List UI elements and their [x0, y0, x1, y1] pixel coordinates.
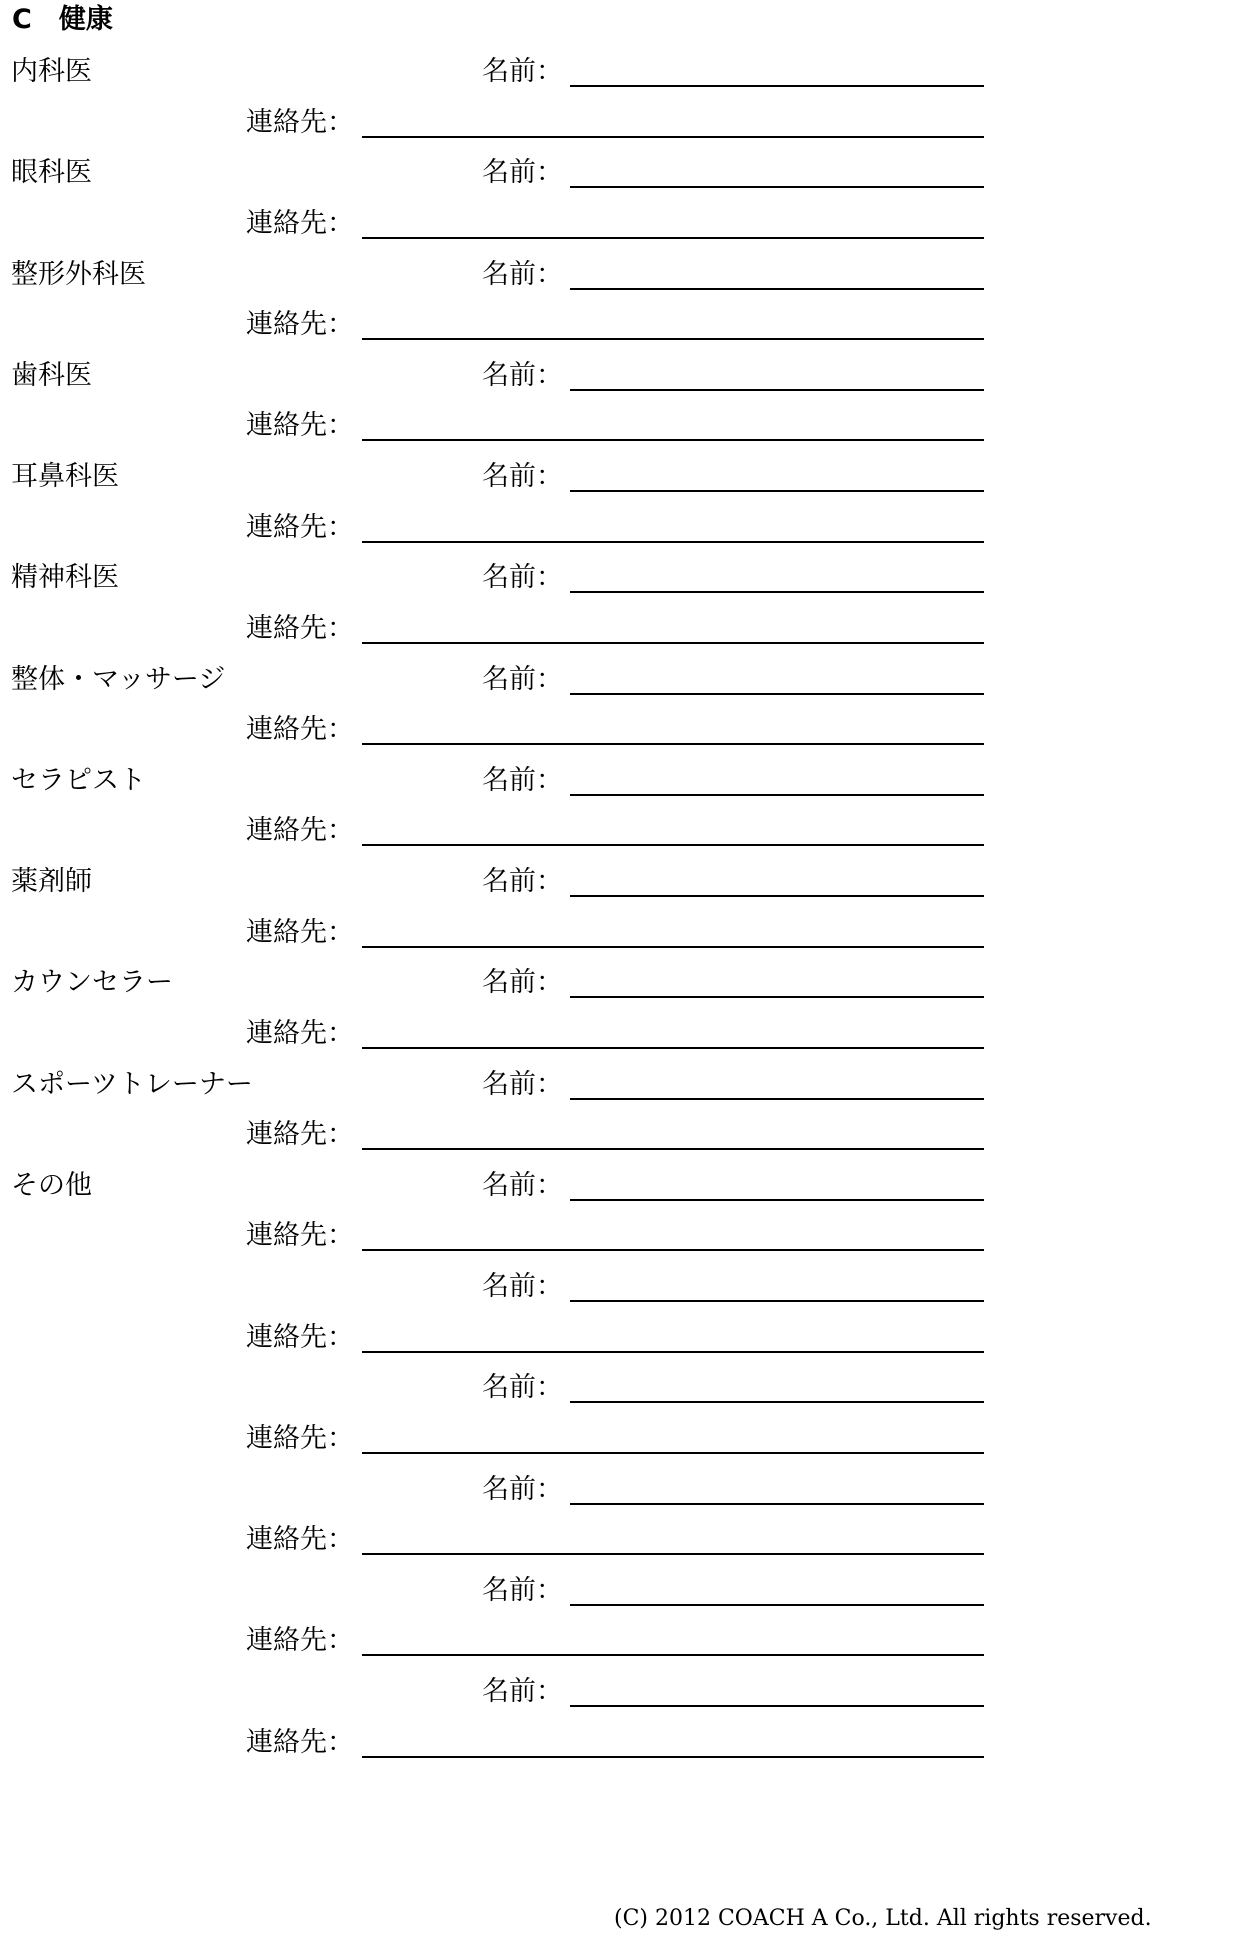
- entry-name-row: [0, 1569, 1240, 1613]
- category-label: 内科医: [11, 56, 92, 87]
- contact-label: 連絡先：: [246, 1220, 354, 1252]
- entry-name-row: [0, 151, 1240, 195]
- entry-name-row: [0, 253, 1240, 297]
- name-label: 名前：: [482, 258, 563, 290]
- section-title: C 健康: [12, 4, 113, 35]
- name-label: 名前：: [482, 764, 563, 796]
- entry-contact-row: [0, 1113, 1240, 1157]
- entry-contact-row: [0, 101, 1240, 145]
- name-input-line[interactable]: [570, 1300, 984, 1302]
- entry-name-row: [0, 759, 1240, 803]
- entry-contact-row: [0, 1619, 1240, 1663]
- contact-input-line[interactable]: [362, 844, 984, 846]
- entry-contact-row: [0, 1721, 1240, 1765]
- entry-contact-row: [0, 708, 1240, 752]
- name-input-line[interactable]: [570, 1503, 984, 1505]
- contact-label: 連絡先：: [246, 612, 354, 644]
- entry-contact-row: [0, 1012, 1240, 1056]
- contact-label: 連絡先：: [246, 1726, 354, 1758]
- entry-contact-row: [0, 1214, 1240, 1258]
- contact-input-line[interactable]: [362, 136, 984, 138]
- name-input-line[interactable]: [570, 693, 984, 695]
- entry-contact-row: [0, 607, 1240, 651]
- category-label: 精神科医: [11, 562, 119, 594]
- entry-name-row: [0, 1468, 1240, 1512]
- contact-label: 連絡先：: [246, 1321, 354, 1353]
- contact-input-line[interactable]: [362, 1351, 984, 1353]
- entry-contact-row: [0, 1316, 1240, 1360]
- entry-contact-row: [0, 1417, 1240, 1461]
- name-label: 名前：: [482, 1372, 563, 1404]
- name-label: 名前：: [482, 663, 563, 695]
- name-input-line[interactable]: [570, 996, 984, 998]
- contact-input-line[interactable]: [362, 439, 984, 441]
- contact-label: 連絡先：: [246, 1625, 354, 1657]
- name-label: 名前：: [482, 157, 563, 189]
- contact-input-line[interactable]: [362, 1654, 984, 1656]
- contact-input-line[interactable]: [362, 338, 984, 340]
- category-label: 眼科医: [11, 157, 92, 189]
- name-input-line[interactable]: [570, 1199, 984, 1201]
- contact-input-line[interactable]: [362, 1756, 984, 1758]
- name-input-line[interactable]: [570, 389, 984, 391]
- entry-name-row: [0, 1670, 1240, 1714]
- name-label: 名前：: [482, 1574, 563, 1606]
- contact-input-line[interactable]: [362, 642, 984, 644]
- name-input-line[interactable]: [570, 591, 984, 593]
- entry-name-row: [0, 1063, 1240, 1107]
- entry-name-row: [0, 1366, 1240, 1410]
- entry-name-row: [0, 354, 1240, 398]
- contact-label: 連絡先：: [246, 714, 354, 745]
- entry-contact-row: [0, 506, 1240, 550]
- entry-contact-row: [0, 404, 1240, 448]
- contact-label: 連絡先：: [246, 815, 354, 847]
- contact-label: 連絡先：: [246, 1422, 354, 1454]
- contact-input-line[interactable]: [362, 1047, 984, 1049]
- entry-name-row: [0, 860, 1240, 904]
- contact-label: 連絡先：: [246, 1524, 354, 1555]
- entry-contact-row: [0, 911, 1240, 955]
- entry-name-row: [0, 1164, 1240, 1208]
- name-label: 名前：: [482, 1676, 563, 1707]
- contact-input-line[interactable]: [362, 1553, 984, 1555]
- contact-label: 連絡先：: [246, 410, 354, 442]
- category-label: スポーツトレーナー: [11, 1068, 253, 1100]
- contact-label: 連絡先：: [246, 511, 354, 543]
- entry-contact-row: [0, 202, 1240, 246]
- contact-input-line[interactable]: [362, 743, 984, 745]
- name-input-line[interactable]: [570, 85, 984, 87]
- name-input-line[interactable]: [570, 1604, 984, 1606]
- category-label: その他: [11, 1169, 92, 1201]
- contact-label: 連絡先：: [246, 1119, 354, 1150]
- entry-contact-row: [0, 809, 1240, 853]
- name-label: 名前：: [482, 866, 563, 897]
- copyright-notice: (C) 2012 COACH A Co., Ltd. All rights reserved.: [614, 1906, 1152, 1931]
- name-label: 名前：: [482, 56, 563, 87]
- name-input-line[interactable]: [570, 186, 984, 188]
- contact-input-line[interactable]: [362, 1249, 984, 1251]
- entry-name-row: [0, 556, 1240, 600]
- category-label: セラピスト: [11, 764, 146, 796]
- entry-contact-row: [0, 303, 1240, 347]
- category-label: 歯科医: [11, 359, 92, 391]
- name-input-line[interactable]: [570, 288, 984, 290]
- name-input-line[interactable]: [570, 1098, 984, 1100]
- entry-name-row: [0, 961, 1240, 1005]
- contact-label: 連絡先：: [246, 106, 354, 138]
- name-label: 名前：: [482, 967, 563, 999]
- name-input-line[interactable]: [570, 490, 984, 492]
- category-label: 耳鼻科医: [11, 461, 119, 492]
- name-label: 名前：: [482, 1271, 563, 1302]
- entry-name-row: [0, 50, 1240, 94]
- name-label: 名前：: [482, 562, 563, 594]
- name-label: 名前：: [482, 1169, 563, 1201]
- category-label: 整形外科医: [11, 258, 146, 290]
- contact-label: 連絡先：: [246, 207, 354, 239]
- contact-input-line[interactable]: [362, 946, 984, 948]
- contact-label: 連絡先：: [246, 309, 354, 340]
- entry-contact-row: [0, 1518, 1240, 1562]
- contact-input-line[interactable]: [362, 1148, 984, 1150]
- name-input-line[interactable]: [570, 1401, 984, 1403]
- name-input-line[interactable]: [570, 794, 984, 796]
- category-label: 整体・マッサージ: [11, 663, 226, 695]
- name-input-line[interactable]: [570, 895, 984, 897]
- contact-input-line[interactable]: [362, 541, 984, 543]
- name-label: 名前：: [482, 1473, 563, 1505]
- name-label: 名前：: [482, 1068, 563, 1100]
- contact-label: 連絡先：: [246, 916, 354, 948]
- entry-name-row: [0, 658, 1240, 702]
- name-input-line[interactable]: [570, 1705, 984, 1707]
- category-label: カウンセラー: [11, 967, 173, 999]
- category-label: 薬剤師: [11, 866, 92, 897]
- name-label: 名前：: [482, 359, 563, 391]
- contact-input-line[interactable]: [362, 1452, 984, 1454]
- name-label: 名前：: [482, 461, 563, 492]
- entry-name-row: [0, 1265, 1240, 1309]
- contact-label: 連絡先：: [246, 1017, 354, 1049]
- entry-name-row: [0, 455, 1240, 499]
- contact-input-line[interactable]: [362, 237, 984, 239]
